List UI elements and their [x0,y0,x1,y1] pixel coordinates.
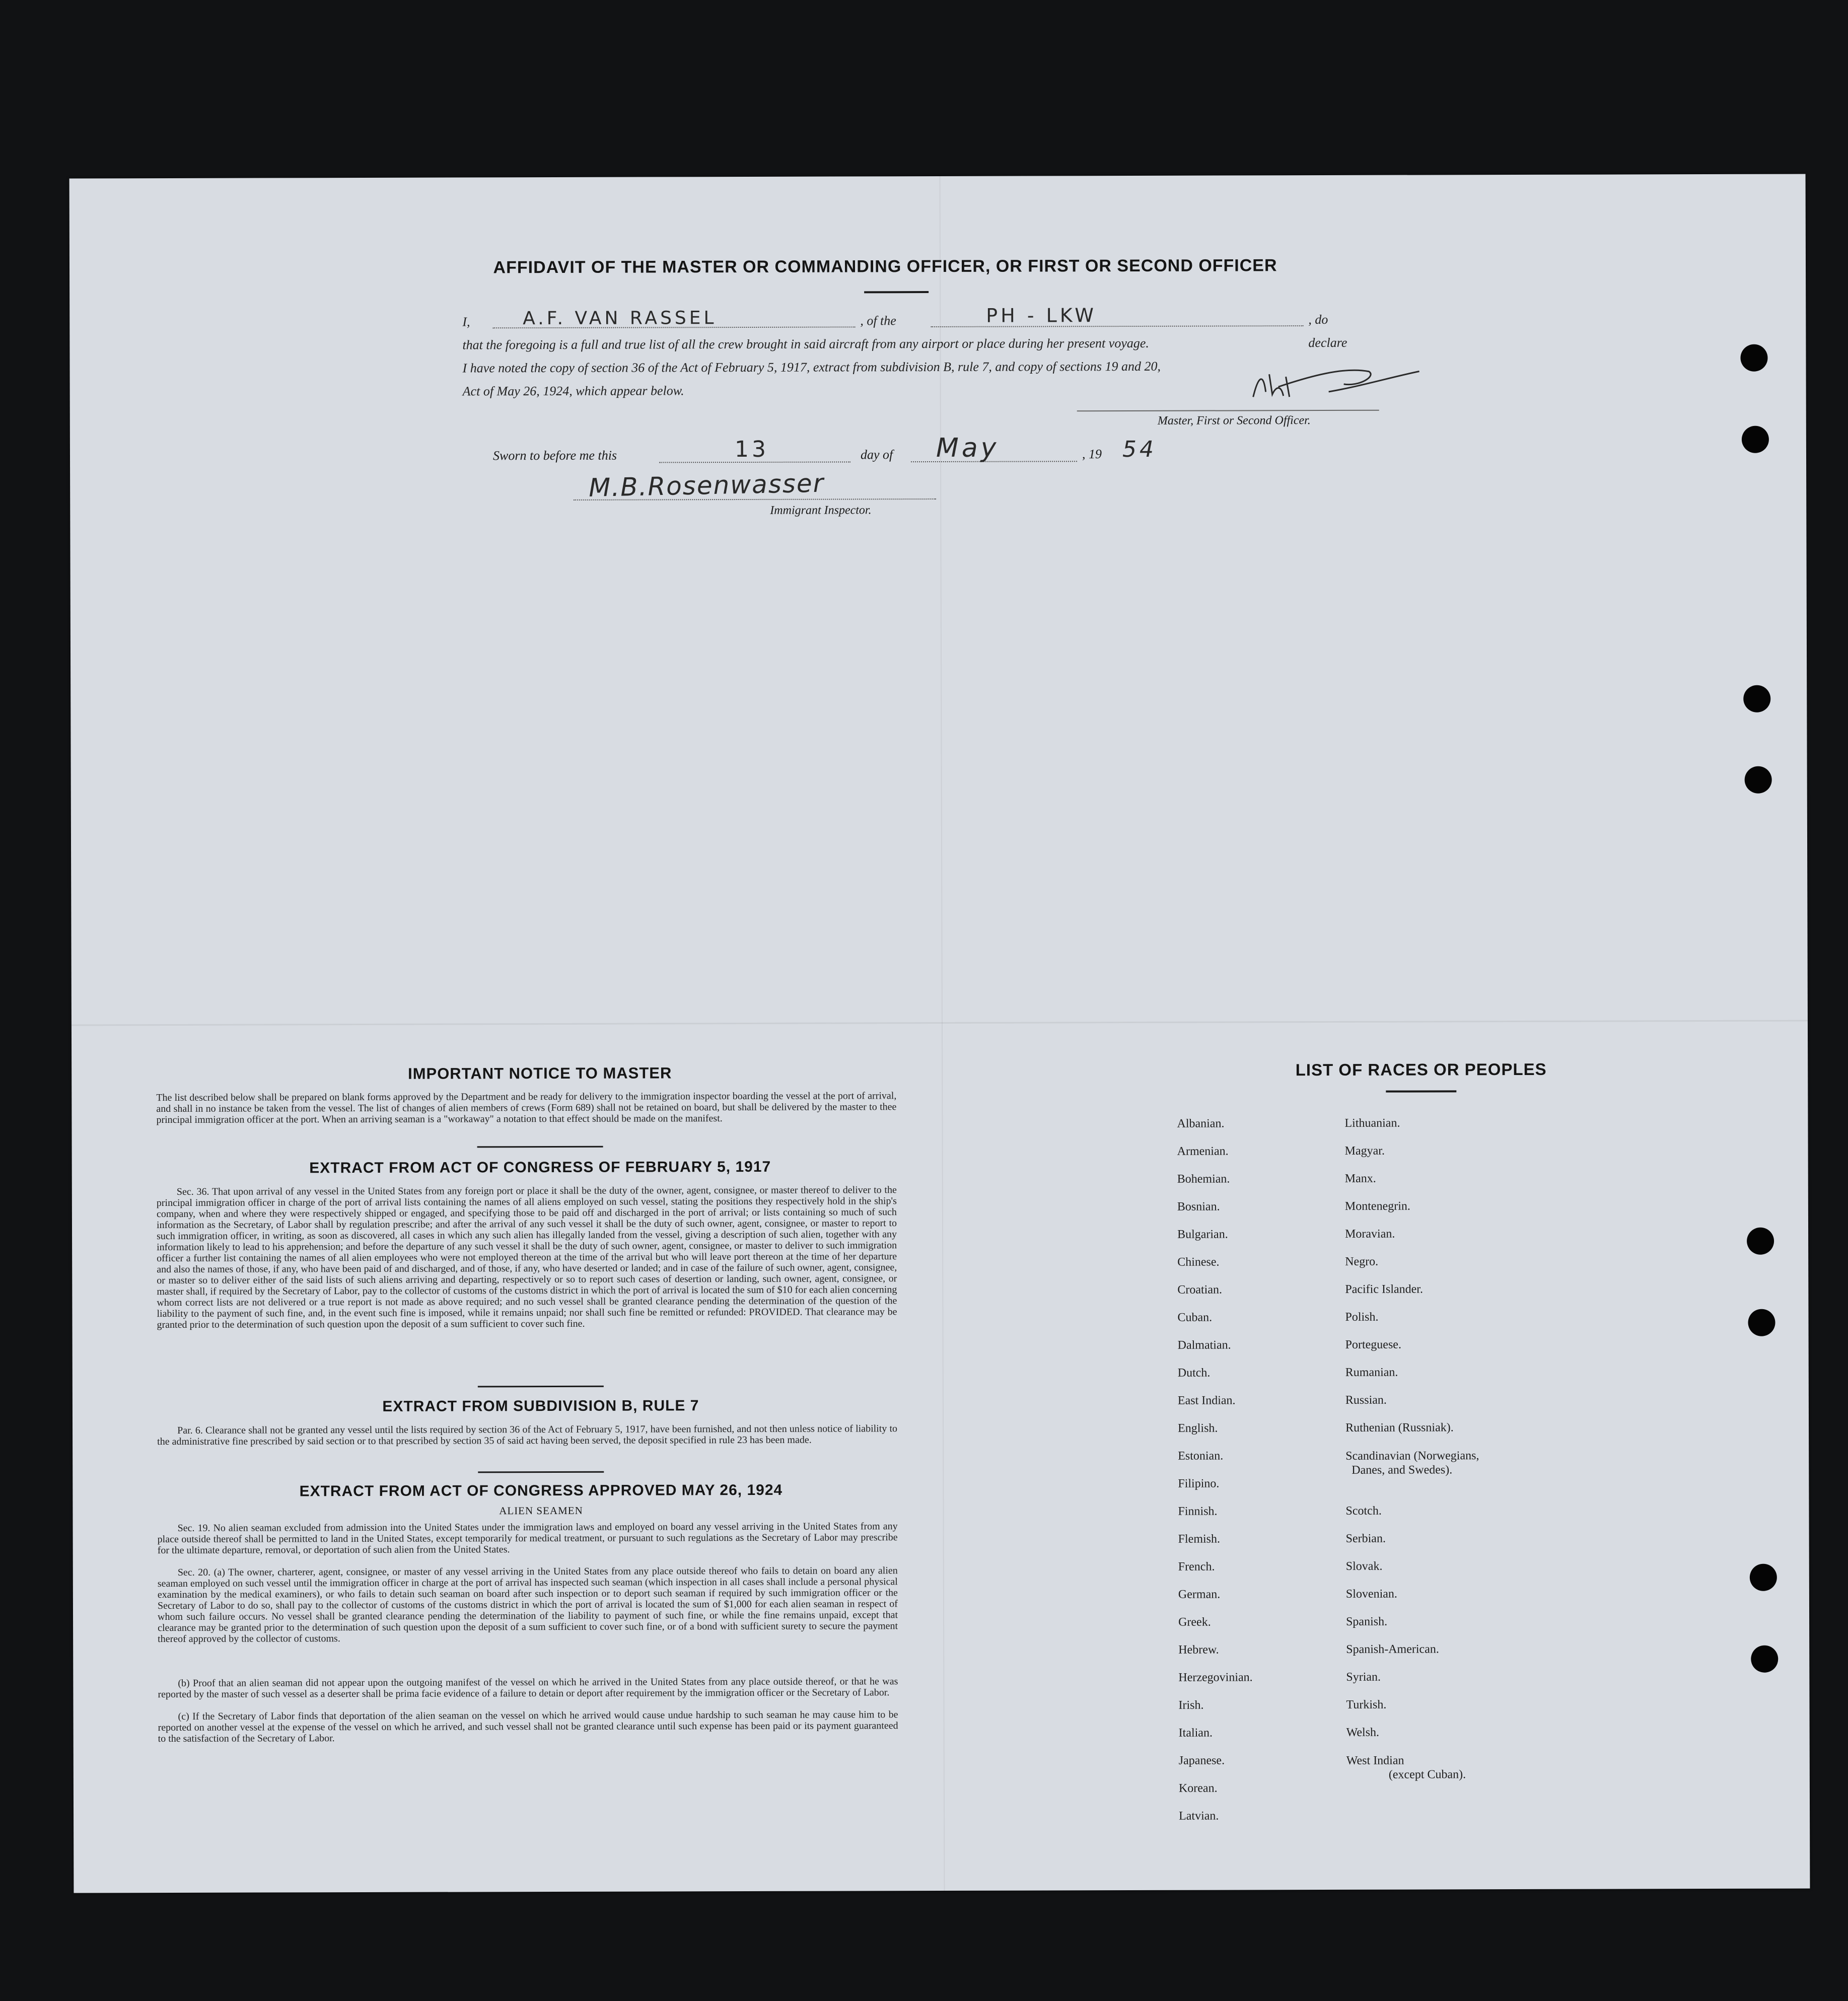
punch-hole [1751,1646,1778,1673]
punch-hole [1743,685,1770,712]
punch-hole [1742,426,1769,453]
sworn-day: 13 [734,436,769,463]
race-item: Chinese. [1177,1255,1220,1269]
sworn-mid: day of [860,447,893,462]
inspector-signature: M.B.Rosenwasser [588,468,825,503]
race-item: Slovenian. [1345,1587,1397,1601]
race-item: Bohemian. [1177,1172,1230,1186]
race-item: Pacific Islander. [1345,1282,1423,1296]
race-item: Scandinavian (Norwegians, Danes, and Swedes). [1345,1449,1479,1477]
race-item: Korean. [1178,1781,1218,1795]
race-item: Porteguese. [1345,1338,1401,1351]
punch-hole [1748,1309,1775,1336]
race-item: Serbian. [1345,1532,1386,1545]
race-item: Italian. [1178,1726,1213,1740]
race-item: Bosnian. [1177,1200,1220,1213]
extract1917-title: EXTRACT FROM ACT OF CONGRESS OF FEBRUARY 5, 1917 [309,1158,771,1177]
race-item: Herzegovinian. [1178,1671,1253,1684]
notice-text: The list described below shall be prepared on blank forms approved by the Department and be ready for delivery to the immigration inspector boarding the vessel at the port of arrival, and shall in no instance be taken from the vessel. The list of changes of alien members of crews (Form 689) shall not be retained on board, but shall be delivered by the master to thee principal immigration officer at the port. When an arriving seaman is a "workaway" a notation to that effect should be made on the manifest. [156,1090,897,1126]
race-item: German. [1178,1588,1221,1601]
race-item: Filipino. [1178,1477,1220,1490]
line1-mid: , of the [860,313,896,328]
race-item: Albanian. [1177,1117,1225,1130]
punch-hole [1745,766,1772,794]
extract1924-sec19: Sec. 19. No alien seaman excluded from admission into the United States under the immigration laws and employed on board any vessel arriving in the United States from any place outside thereof shall be permitted to land in the United States, except temporarily for medical treatment, or pursuant to such regulations as the Secretary of Labor may prescribe for the ultimate departure, removal, or deportation of such alien from the United States. [157,1521,898,1556]
affidavit-title-rule [864,291,929,293]
race-item: Lithuanian. [1344,1116,1400,1130]
extract1917-text: Sec. 36. That upon arrival of any vessel in the United States from any foreign port or place it shall be the duty of the owner, agent, consignee, or master thereof to deliver to the principal immigration officer in charge of the port of arrival lists containing the names of all aliens employed on such vessel, stating the positions they respectively hold in the ship's company, when and where they were respectively shipped or engaged, and specifying those to be paid off and discharged in the port of arrival; or lists containing so much of such information as the Secretary, of Labor shall by regulation prescribe; and after the arrival of any such vessel it shall be the duty of such owner, agent, consignee, or master to report to such immigration officer, in writing, as soon as discovered, all cases in which any such alien has illegally landed from the vessel, giving a description of such alien, together with any information likely to lead to his apprehension; and before the departure of any such vessel it shall be the duty of such owner, agent, consignee, or master to deliver to such immigration officer a further list containing the names of all alien employees who were not employed thereon at the time of the arrival but who will leave port thereon at the time of her departure and also the names of those, if any, who have been paid of and discharged, and of those, if any, who have deserted or landed; and in case of the failure of such owner, agent, consignee, or master so to deliver either of the said lists of such aliens arriving and departing, respectively or so to report such cases of desertion or landing, such owner, agent, consignee, or master shall, if required by the Secretary of Labor, pay to the collector of customs of the customs district in which the port of arrival is located the sum of $10 for each alien concerning whom correct lists are not delivered or a true report is not made as above required; and no such vessel shall be granted clearance pending the determination of the question of the liability to the payment of such fine, and, in the event such fine is imposed, while it remains unpaid; nor shall such fine be remitted or refunded: PROVIDED. That clearance may be granted prior to the determination of such question upon the deposit of a sum sufficient to cover such fine. [156,1184,897,1331]
sworn-year: 54 [1122,436,1157,463]
races-title: LIST OF RACES OR PEOPLES [1295,1059,1547,1080]
sworn-year-prefix: , 19 [1082,447,1102,462]
punch-hole [1740,344,1767,372]
aircraft-id: PH - LKW [986,304,1097,327]
race-item: Moravian. [1345,1227,1395,1241]
race-item: Polish. [1345,1310,1379,1324]
race-item: Russian. [1345,1393,1387,1407]
race-item: Magyar. [1344,1144,1385,1158]
affidavit-title: AFFIDAVIT OF THE MASTER OR COMMANDING OFFICER, OR FIRST OR SECOND OFFICER [493,256,1277,277]
race-item: Bulgarian. [1177,1228,1228,1241]
subdivision-title: EXTRACT FROM SUBDIVISION B, RULE 7 [382,1397,699,1415]
race-item: Dalmatian. [1177,1338,1231,1352]
race-item: Negro. [1345,1255,1379,1268]
race-item: Japanese. [1178,1754,1225,1767]
race-item: East Indian. [1177,1394,1236,1407]
punch-hole [1747,1228,1774,1255]
punch-hole [1750,1564,1777,1591]
race-item: Manx. [1344,1172,1376,1185]
race-item: Welsh. [1346,1726,1380,1739]
races-title-rule [1386,1090,1456,1092]
sworn-row [492,433,1299,474]
race-item: Turkish. [1346,1698,1387,1711]
race-item: Irish. [1178,1698,1204,1712]
race-item: Spanish-American. [1346,1642,1439,1656]
race-item: Estonian. [1178,1449,1224,1463]
race-item: Spanish. [1346,1615,1388,1628]
race-item: French. [1178,1560,1215,1574]
race-item: Croatian. [1177,1283,1223,1297]
race-item: Hebrew. [1178,1643,1219,1657]
race-item: English. [1178,1421,1218,1435]
master-name: A.F. VAN RASSEL [523,308,717,329]
master-caption: Master, First or Second Officer. [1157,414,1311,427]
affidavit-line4: Act of May 26, 1924, which appear below. [462,383,684,399]
race-item: Ruthenian (Russniak). [1345,1421,1454,1435]
race-item: Flemish. [1178,1532,1221,1546]
subdivision-rule [478,1471,604,1473]
notice-rule [477,1146,603,1148]
line1-suffix: , do declare [1308,312,1347,350]
extract1924-sec20c: (c) If the Secretary of Labor finds that deportation of the alien seaman on the vessel on which he arrived would cause undue hardship to such seaman he may cause him to be reported on another vessel at the expense of the vessel on which he arrived, and such vessel shall not be granted clearance until such expense has been paid or its payment guaranteed to the satisfaction of the Secretary of Labor. [158,1709,898,1745]
race-item: Armenian. [1177,1145,1229,1158]
sworn-month: May [936,433,1000,464]
subdivision-text: Par. 6. Clearance shall not be granted any vessel until the lists required by section 36 of the Act of February 5, 1917, have been furnished, and not then unless notice of liability to the administrative fine prescribed by said section or to that prescribed by section 35 of said act having been served, the deposit specified in rule 23 has been made. [157,1423,898,1448]
race-item: Syrian. [1346,1670,1381,1684]
notice-title: IMPORTANT NOTICE TO MASTER [408,1064,672,1083]
extract1924-subtitle: ALIEN SEAMEN [499,1504,583,1517]
race-item: Montenegrin. [1344,1199,1410,1213]
race-item: Rumanian. [1345,1366,1398,1379]
race-item: Cuban. [1177,1311,1213,1324]
race-item: Dutch. [1177,1366,1211,1380]
affidavit-line3: I have noted the copy of section 36 of the Act of February 5, 1917, extract from subdivision B, rule 7, and copy of sections 19 and 20, [462,359,1161,376]
line1-prefix: I, [462,314,470,329]
race-item: Slovak. [1345,1559,1383,1573]
extract1917-rule [478,1386,604,1388]
affidavit-line2: that the foregoing is a full and true list of all the crew brought in said aircraft from any airport or place during her present voyage. [462,335,1149,352]
inspector-caption: Immigrant Inspector. [770,504,872,517]
race-item: Latvian. [1179,1809,1219,1823]
master-signature [1177,356,1439,412]
race-item: Greek. [1178,1615,1211,1629]
extract1924-sec20a: Sec. 20. (a) The owner, charterer, agent, consignee, or master of any vessel arriving in the United States from any place outside thereof who fails to detain on board any alien seaman employed on such vessel until the immigration officer in charge at the port of arrival has inspected such seaman (which inspection in all cases shall include a personal physical examination by the medical examiners), or who fails to detain such seaman on board after such inspection or to deport such seaman if required by such immigration officer or the Secretary of Labor to do so, shall pay to the collector of customs of the customs district in which the port of arrival is located the sum of $1,000 for each alien seaman in respect of whom such failure occurs. No vessel shall be granted clearance pending the determination of the liability to payment of such fine, or while the fine remains unpaid, except that clearance may be granted prior to the determination of such question upon the deposit of a sum sufficient to cover such fine, or of a bond with sufficient surety to secure the payment thereof approved by the collector of customs. [157,1565,898,1645]
extract1924-title: EXTRACT FROM ACT OF CONGRESS APPROVED MAY 26, 1924 [299,1481,783,1500]
race-item: Scotch. [1345,1504,1382,1518]
extract1924-sec20b: (b) Proof that an alien seaman did not appear upon the outgoing manifest of the vessel on which he arrived in the United States from any place outside thereof, or that he was reported by the master of such vessel as a deserter shall be prima facie evidence of a failure to detain or deport after requirement by the immigration officer or the Secretary of Labor. [158,1676,898,1700]
sworn-prefix: Sworn to before me this [492,448,617,463]
race-item: West Indian (except Cuban). [1346,1754,1466,1781]
horizontal-fold [72,1020,1808,1026]
race-item: Finnish. [1178,1505,1218,1518]
document-page [69,174,1810,1893]
